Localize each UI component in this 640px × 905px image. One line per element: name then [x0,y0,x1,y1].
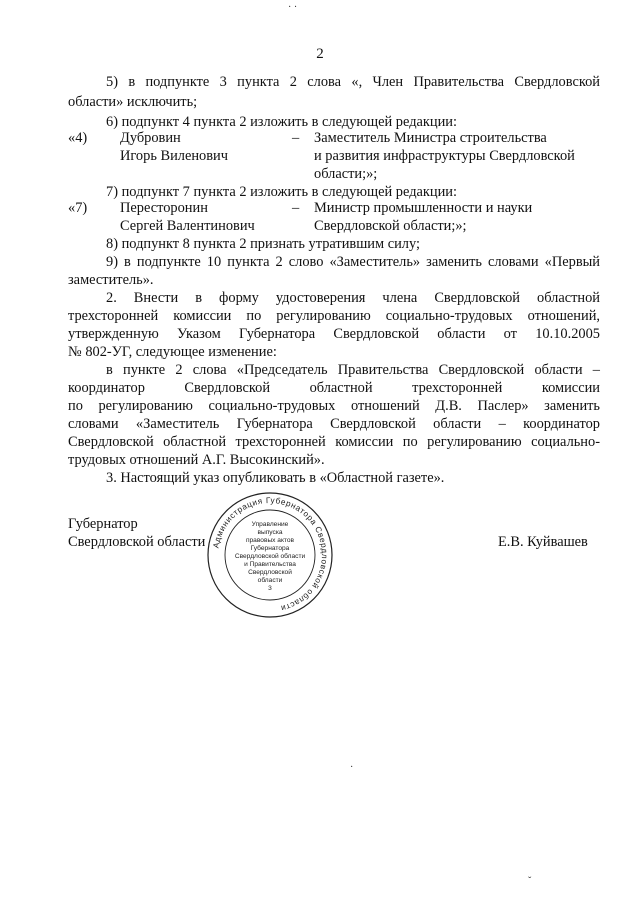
clause-9-line2: заместитель». [68,272,154,288]
stamp-line-6: и Правительства [244,561,296,568]
section-2-change-line1: в пункте 2 слова «Председатель Правительства Свердловской области – [106,362,600,378]
stamp-line-8: области [257,577,283,584]
clause-7-intro: 7) подпункт 7 пункта 2 изложить в следующей редакции: [106,184,457,200]
clause-5-line1: 5) в подпункте 3 пункта 2 слова «, Член Правительства Свердловской [106,74,600,90]
section-2-line2: трехсторонней комиссии по регулированию социально-трудовых отношений, [68,308,600,324]
stamp-line-5: Свердловской области [234,553,306,560]
scan-speck: · [350,762,354,773]
section-2-change-line5: Свердловской областной трехсторонней комиссии по регулированию социально- [68,434,600,450]
clause-5-line2: области» исключить; [68,94,198,110]
clause-6-surname: Дубровин [120,130,181,146]
clause-8: 8) подпункт 8 пункта 2 признать утратившим силу; [106,236,420,252]
section-2-line4: № 802-УГ, следующее изменение: [68,344,277,360]
section-2-line3: утвержденную Указом Губернатора Свердловской области от 10.10.2005 [68,326,600,342]
signatory-title-line1: Губернатор [68,516,138,532]
stamp-line-2: выпуска [257,529,283,536]
stamp-line-7: Свердловской [248,569,292,576]
clause-7-position-line1: Министр промышленности и науки [314,200,533,216]
clause-6-given-name: Игорь Виленович [120,148,228,164]
clause-7-dash: – [292,200,300,216]
clause-7-given-name: Сергей Валентинович [120,218,255,234]
section-2-line1: 2. Внести в форму удостоверения члена Свердловской областной [106,290,600,306]
section-2-change-line4: словами «Заместитель Губернатора Свердловской области – координатор [68,416,600,432]
stamp-line-4: Губернатора [250,545,290,552]
section-2-change-line3: по регулированию социально-трудовых отношений Д.В. Паслер» заменить [68,398,600,414]
scan-speck: · · [288,2,298,13]
section-3: 3. Настоящий указ опубликовать в «Областной газете». [106,470,445,486]
stamp-line-1: Управление [251,521,289,528]
clause-6-position-line1: Заместитель Министра строительства [314,130,547,146]
clause-9-line1: 9) в подпункте 10 пункта 2 слово «Заместитель» заменить словами «Первый [106,254,600,270]
clause-7-number: «7) [68,200,88,216]
signatory-name: Е.В. Куйвашев [498,534,588,550]
stamp-line-3: правовых актов [245,537,295,544]
clause-6-number: «4) [68,130,88,146]
official-seal-stamp [205,490,335,620]
section-2-change-line2: координатор Свердловской областной трехсторонней комиссии [68,380,600,396]
clause-7-surname: Пересторонин [120,200,208,216]
scan-speck: ˇ [528,876,532,887]
page-number: 2 [316,46,324,62]
clause-6-intro: 6) подпункт 4 пункта 2 изложить в следующей редакции: [106,114,457,130]
clause-7-position-line2: Свердловской области;»; [314,218,467,234]
section-2-change-line6: трудовых отношений А.Г. Высокинский». [68,452,325,468]
clause-6-position-line2: и развития инфраструктуры Свердловской [314,148,575,164]
signatory-title-line2: Свердловской области [68,534,206,550]
clause-6-position-line3: области;»; [314,166,378,182]
stamp-ring-text: Администрация Губернатора Свердловской области [211,495,330,613]
clause-6-dash: – [292,130,300,146]
stamp-line-9: 3 [268,585,272,592]
